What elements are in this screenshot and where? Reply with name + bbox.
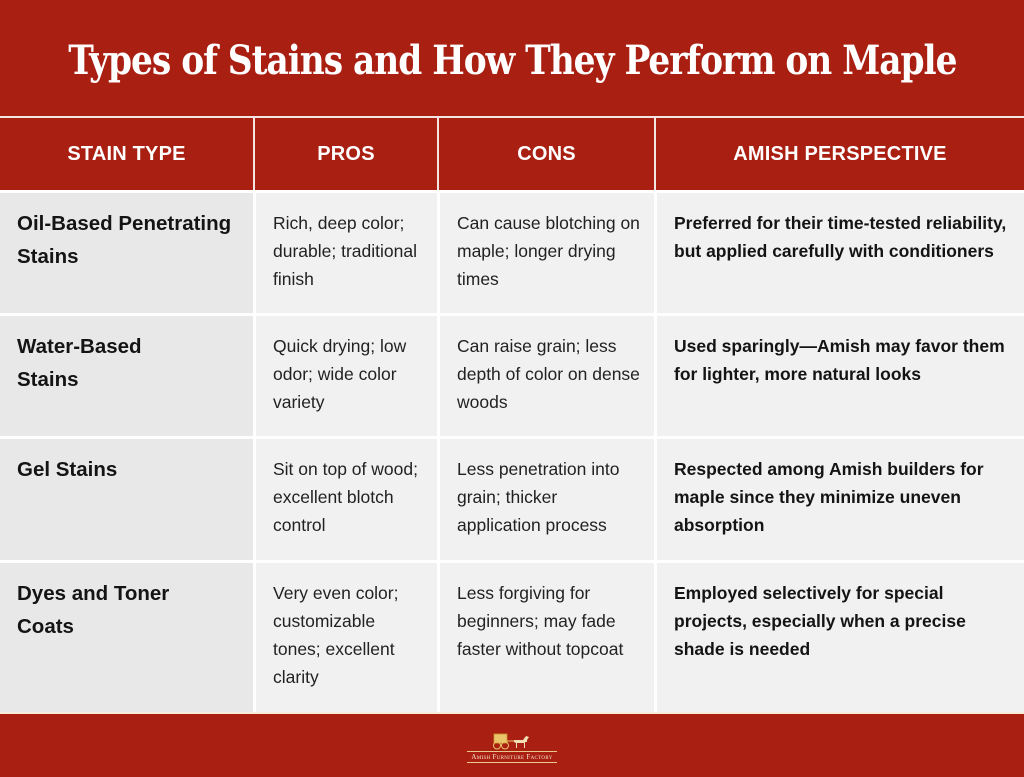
page-title: Types of Stains and How They Perform on Maple xyxy=(67,36,957,84)
brand-name: Amish Furniture Factory xyxy=(467,751,556,763)
row-2-stain-type: Water-Based Stains xyxy=(0,313,253,436)
row-4-stain-type: Dyes and Toner Coats xyxy=(0,560,253,712)
horse-and-buggy-icon xyxy=(490,732,534,750)
row-4-amish-perspective: Employed selectively for special projects, especially when a precise shade is needed xyxy=(654,560,1024,712)
row-4-cons: Less forgiving for beginners; may fade faster without topcoat xyxy=(437,560,654,712)
header-stain-type: STAIN TYPE xyxy=(0,116,253,190)
row-3-amish-perspective: Respected among Amish builders for maple since they minimize uneven absorption xyxy=(654,436,1024,560)
row-2-cons: Can raise grain; less depth of color on dense woods xyxy=(437,313,654,436)
comparison-table xyxy=(0,116,1024,712)
row-2-amish-perspective: Used sparingly—Amish may favor them for lighter, more natural looks xyxy=(654,313,1024,436)
header-amish-perspective: AMISH PERSPECTIVE xyxy=(654,116,1024,190)
row-3-stain-type: Gel Stains xyxy=(0,436,253,560)
row-1-cons: Can cause blotching on maple; longer drying times xyxy=(437,190,654,313)
header-cons: CONS xyxy=(437,116,654,190)
title-band xyxy=(0,0,1024,116)
footer xyxy=(0,712,1024,777)
row-4-pros: Very even color; customizable tones; excellent clarity xyxy=(253,560,437,712)
row-2-pros: Quick drying; low odor; wide color variety xyxy=(253,313,437,436)
header-pros: PROS xyxy=(253,116,437,190)
brand-logo xyxy=(467,732,556,763)
row-3-cons: Less penetration into grain; thicker application process xyxy=(437,436,654,560)
row-1-pros: Rich, deep color; durable; traditional finish xyxy=(253,190,437,313)
row-1-amish-perspective: Preferred for their time-tested reliability, but applied carefully with conditioners xyxy=(654,190,1024,313)
row-3-pros: Sit on top of wood; excellent blotch control xyxy=(253,436,437,560)
row-1-stain-type: Oil-Based Penetrating Stains xyxy=(0,190,253,313)
